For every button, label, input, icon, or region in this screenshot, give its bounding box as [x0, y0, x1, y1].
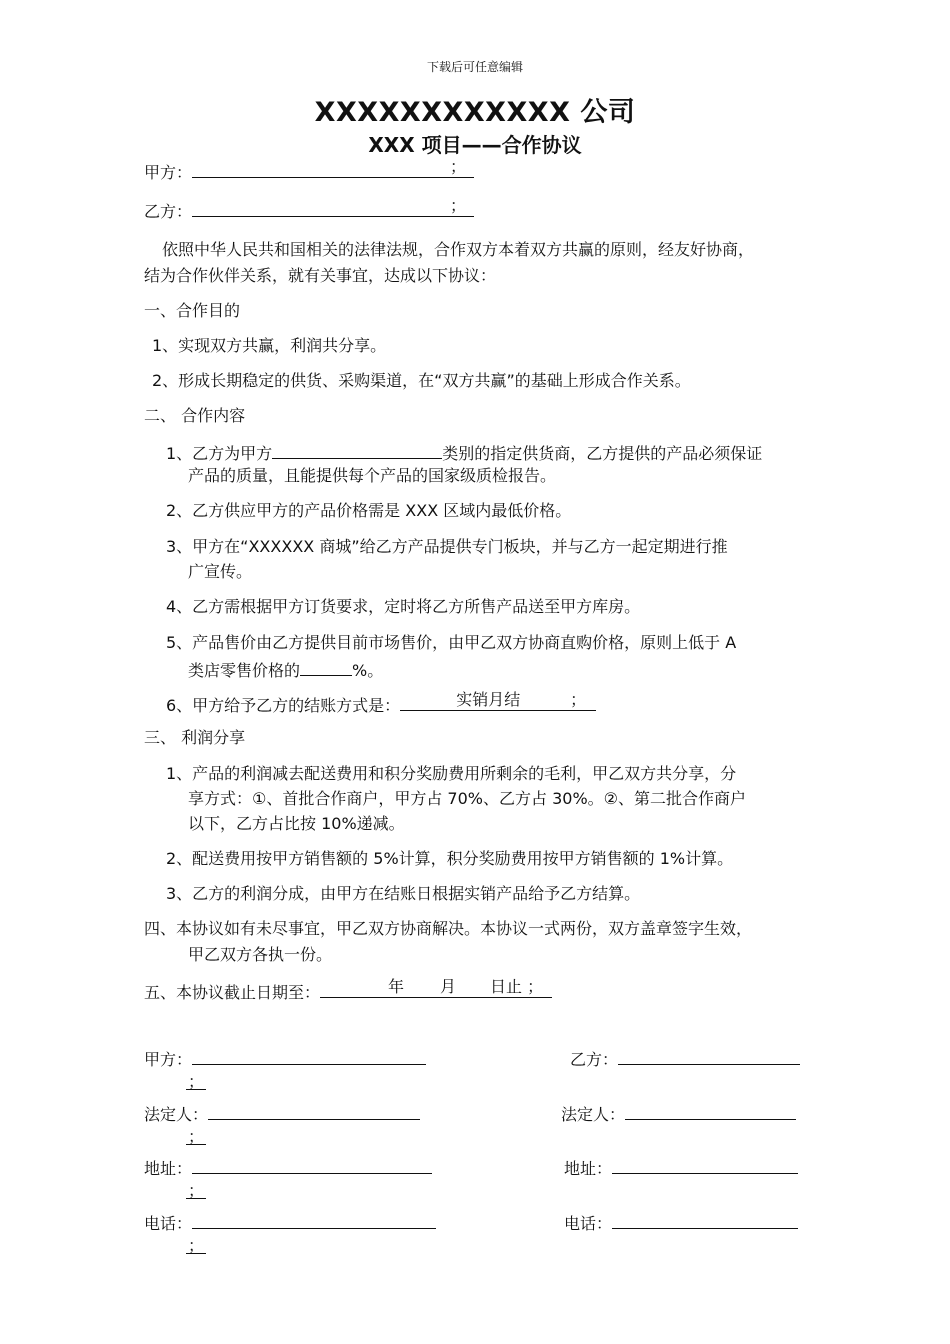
party-b-line	[144, 196, 474, 222]
item-text: 五、本协议截止日期至：	[144, 983, 321, 1002]
sign-phone-b	[564, 1211, 798, 1234]
sign-label: 法定人：	[144, 1105, 209, 1124]
sign-addr-b-field[interactable]	[612, 1156, 798, 1174]
sign-addr-a-semicolon	[186, 1181, 206, 1201]
intro-line-1: 依照中华人民共和国相关的法律法规，合作双方本着双方共赢的原则，经友好协商，	[162, 240, 755, 259]
category-field[interactable]	[272, 441, 442, 459]
section-4-line-2: 甲乙双方各执一份。	[188, 945, 333, 964]
section-3-item-2: 2、配送费用按甲方销售额的 5%计算，积分奖励费用按甲方销售额的 1%计算。	[166, 849, 734, 868]
section-4-line-1: 四、本协议如有未尽事宜，甲乙双方协商解决。本协议一式两份，双方盖章签字生效，	[144, 919, 753, 938]
month-label: 月	[440, 977, 457, 996]
sign-party-a	[144, 1047, 426, 1070]
sign-label: 电话：	[144, 1214, 193, 1233]
item-text: 类店零售价格的	[188, 661, 301, 680]
sign-phone-a-semicolon	[186, 1236, 206, 1256]
section-1-item-1: 1、实现双方共赢，利润共分享。	[152, 336, 387, 355]
section-3-item-3: 3、乙方的利润分成，由甲方在结账日根据实销产品给予乙方结算。	[166, 884, 641, 903]
section-2-item-2: 2、乙方供应甲方的产品价格需是 XXX 区域内最低价格。	[166, 501, 572, 520]
party-a-line	[144, 157, 474, 183]
sign-legal-a	[144, 1102, 420, 1125]
section-2-item-5-cont	[188, 658, 383, 681]
item-text: %。	[352, 661, 384, 680]
sign-addr-a-field[interactable]	[192, 1156, 432, 1174]
sign-party-a-semicolon	[186, 1072, 206, 1092]
sign-legal-b	[561, 1102, 796, 1125]
sign-phone-a	[144, 1211, 436, 1234]
section-2-item-3: 3、甲方在“XXXXXX 商城”给乙方产品提供专门板块，并与乙方一起定期进行推	[166, 537, 728, 556]
section-3-title: 三、 利润分享	[144, 728, 246, 747]
sign-label: 乙方：	[570, 1050, 619, 1069]
semicolon: ；	[570, 690, 587, 709]
sign-party-b	[570, 1047, 800, 1070]
end-date-field[interactable]	[320, 977, 552, 998]
party-b-label: 乙方：	[144, 202, 193, 221]
item-text: 1、乙方为甲方	[166, 444, 273, 463]
sign-label: 电话：	[564, 1214, 613, 1233]
party-a-field[interactable]	[192, 157, 474, 178]
section-2-item-1-cont: 产品的质量，且能提供每个产品的国家级质检报告。	[188, 466, 557, 485]
section-1-item-2: 2、形成长期稳定的供货、采购渠道，在“双方共赢”的基础上形成合作关系。	[152, 371, 691, 390]
section-1-title: 一、合作目的	[144, 301, 241, 320]
semicolon: ；	[188, 1127, 205, 1146]
sign-label: 地址：	[564, 1159, 613, 1178]
section-2-title: 二、 合作内容	[144, 406, 246, 425]
semicolon: ；	[450, 196, 467, 215]
sign-legal-b-field[interactable]	[625, 1102, 796, 1120]
section-2-item-4: 4、乙方需根据甲方订货要求，定时将乙方所售产品送至甲方库房。	[166, 597, 641, 616]
sign-party-b-field[interactable]	[618, 1047, 800, 1065]
section-3-item-1-cont-2: 以下，乙方占比按 10%递减。	[188, 814, 405, 833]
section-2-item-1	[166, 441, 762, 464]
section-3-item-1: 1、产品的利润减去配送费用和积分奖励费用所剩余的毛利，甲乙双方共分享，分	[166, 764, 737, 783]
sign-party-a-field[interactable]	[192, 1047, 426, 1065]
settlement-field[interactable]	[400, 690, 596, 711]
item-text: 类别的指定供货商，乙方提供的产品必须保证	[442, 444, 763, 463]
sign-label: 地址：	[144, 1159, 193, 1178]
intro-line-2: 结为合作伙伴关系，就有关事宜，达成以下协议：	[144, 266, 497, 285]
sign-label: 法定人：	[561, 1105, 626, 1124]
party-a-label: 甲方：	[144, 163, 193, 182]
settlement-value: 实销月结	[456, 690, 521, 709]
section-2-item-5: 5、产品售价由乙方提供目前市场售价，由甲乙双方协商直购价格，原则上低于 A	[166, 633, 737, 652]
header-note: 下载后可任意编辑	[426, 60, 523, 74]
sign-phone-b-field[interactable]	[612, 1211, 798, 1229]
semicolon: ；	[188, 1236, 205, 1255]
sign-phone-a-field[interactable]	[192, 1211, 436, 1229]
semicolon: ；	[188, 1181, 205, 1200]
semicolon: ；	[188, 1072, 205, 1091]
section-3-item-1-cont: 享方式：①、首批合作商户，甲方占 70%、乙方占 30%。②、第二批合作商户	[188, 789, 746, 808]
sign-label: 甲方：	[144, 1050, 193, 1069]
year-label: 年	[388, 977, 405, 996]
sign-legal-a-field[interactable]	[208, 1102, 420, 1120]
semicolon: ；	[450, 157, 467, 176]
day-label: 日止 ；	[490, 977, 544, 996]
section-2-item-6	[166, 690, 596, 716]
sign-legal-a-semicolon	[186, 1127, 206, 1147]
party-b-field[interactable]	[192, 196, 474, 217]
section-5-line	[144, 977, 552, 1003]
item-text: 6、甲方给予乙方的结账方式是：	[166, 696, 401, 715]
section-2-item-3-cont: 广宣传。	[188, 562, 253, 581]
document-subtitle: XXX 项目——合作协议	[368, 133, 582, 157]
document-title: XXXXXXXXXXXX 公司	[314, 97, 636, 128]
sign-addr-b	[564, 1156, 798, 1179]
percent-field[interactable]	[300, 658, 352, 676]
sign-addr-a	[144, 1156, 432, 1179]
